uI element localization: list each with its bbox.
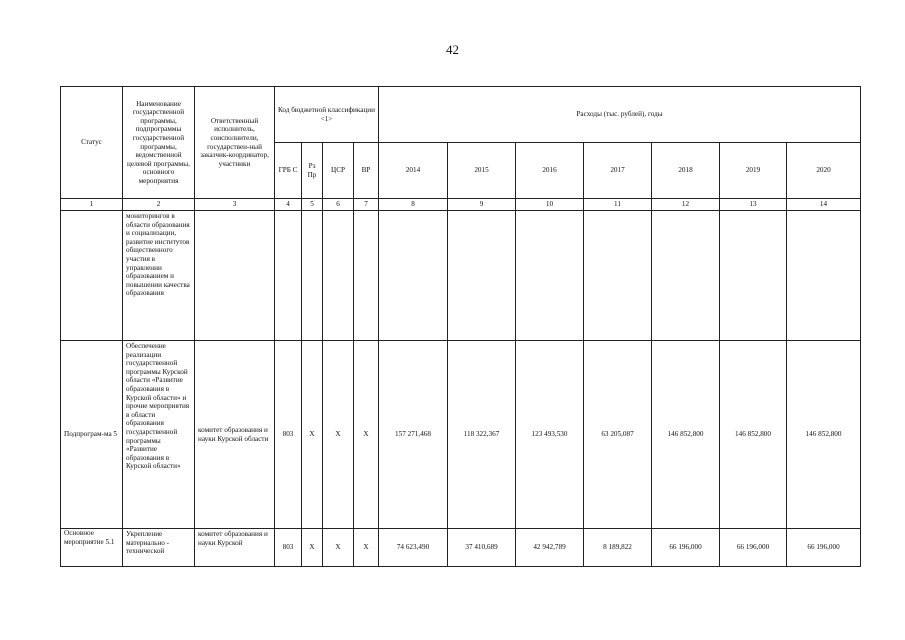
row-value xyxy=(584,211,652,341)
row-name: Укрепление материально - технической xyxy=(123,529,195,567)
column-number: 2 xyxy=(123,199,195,211)
row-value: 74 623,490 xyxy=(379,529,448,567)
row-value: 42 942,789 xyxy=(516,529,584,567)
header-budget-code: Код бюджетной классификации <1> xyxy=(275,87,379,143)
row-value: 146 852,800 xyxy=(787,341,861,529)
row-vr xyxy=(354,211,379,341)
table-row xyxy=(61,211,861,341)
row-value: 146 852,800 xyxy=(720,341,787,529)
row-value: 146 852,800 xyxy=(652,341,720,529)
column-number: 12 xyxy=(652,199,720,211)
row-value xyxy=(652,211,720,341)
row-csr xyxy=(323,211,354,341)
row-value xyxy=(516,211,584,341)
column-number: 13 xyxy=(720,199,787,211)
header-year: 2015 xyxy=(448,143,516,199)
column-number: 10 xyxy=(516,199,584,211)
row-name: мониторингов в области образования и социализации, развитие институтов общественного участия в управлении образованием и повышении качества образования xyxy=(123,211,195,341)
row-csr: Х xyxy=(323,529,354,567)
row-csr: Х xyxy=(323,341,354,529)
header-year: 2016 xyxy=(516,143,584,199)
column-number: 11 xyxy=(584,199,652,211)
column-number: 9 xyxy=(448,199,516,211)
row-value: 37 410,689 xyxy=(448,529,516,567)
column-number-row xyxy=(61,199,861,211)
header-responsible: Ответственный исполнитель, соисполнители, государствен-ный заказчик-координатор, участники xyxy=(195,87,275,199)
row-value xyxy=(720,211,787,341)
page-number: 42 xyxy=(446,42,459,57)
row-grbs: 803 xyxy=(275,341,302,529)
row-vr: Х xyxy=(354,529,379,567)
column-number: 7 xyxy=(354,199,379,211)
column-number: 1 xyxy=(61,199,123,211)
row-value: 66 196,000 xyxy=(787,529,861,567)
row-value: 8 189,822 xyxy=(584,529,652,567)
header-status: Статус xyxy=(61,87,123,199)
row-rzpr xyxy=(302,211,323,341)
row-value: 123 493,530 xyxy=(516,341,584,529)
header-year: 2020 xyxy=(787,143,861,199)
row-rzpr: Х xyxy=(302,341,323,529)
header-csr: ЦСР xyxy=(323,143,354,199)
row-value xyxy=(379,211,448,341)
column-number: 4 xyxy=(275,199,302,211)
column-number: 5 xyxy=(302,199,323,211)
header-expenses: Расходы (тыс. рублей), годы xyxy=(379,87,861,143)
row-name: Обеспечение реализации государственной программы Курской области «Развитие образования в Курской области» и прочие мероприятия в области образования государственной программы «Развитие образования в Курской области» xyxy=(123,341,195,529)
row-value xyxy=(448,211,516,341)
header-grbs: ГРБ С xyxy=(275,143,302,199)
row-value xyxy=(787,211,861,341)
row-responsible: комитет образования и науки Курской xyxy=(195,529,275,567)
header-year: 2017 xyxy=(584,143,652,199)
header-name: Наименование государственной программы, подпрограммы государственной программы, ведомственной целевой программы, основного мероприятия xyxy=(123,87,195,199)
row-value: 118 322,367 xyxy=(448,341,516,529)
header-row-1 xyxy=(61,87,861,143)
header-vr: ВР xyxy=(354,143,379,199)
row-status xyxy=(61,211,123,341)
row-value: 66 196,000 xyxy=(720,529,787,567)
column-number: 6 xyxy=(323,199,354,211)
column-number: 8 xyxy=(379,199,448,211)
header-rzpr: Рз Пр xyxy=(302,143,323,199)
row-status: Подпрограм-ма 5 xyxy=(61,341,123,529)
row-value: 157 271,468 xyxy=(379,341,448,529)
column-number: 14 xyxy=(787,199,861,211)
header-year: 2018 xyxy=(652,143,720,199)
table-row xyxy=(61,529,861,567)
header-year: 2014 xyxy=(379,143,448,199)
budget-table xyxy=(60,86,861,567)
row-vr: Х xyxy=(354,341,379,529)
row-grbs xyxy=(275,211,302,341)
header-year: 2019 xyxy=(720,143,787,199)
row-responsible: комитет образования и науки Курской области xyxy=(195,341,275,529)
row-rzpr: Х xyxy=(302,529,323,567)
column-number: 3 xyxy=(195,199,275,211)
row-grbs: 803 xyxy=(275,529,302,567)
row-responsible xyxy=(195,211,275,341)
row-value: 66 196,000 xyxy=(652,529,720,567)
row-value: 63 205,087 xyxy=(584,341,652,529)
row-status: Основное мероприятие 5.1 xyxy=(61,529,123,567)
table-row xyxy=(61,341,861,529)
